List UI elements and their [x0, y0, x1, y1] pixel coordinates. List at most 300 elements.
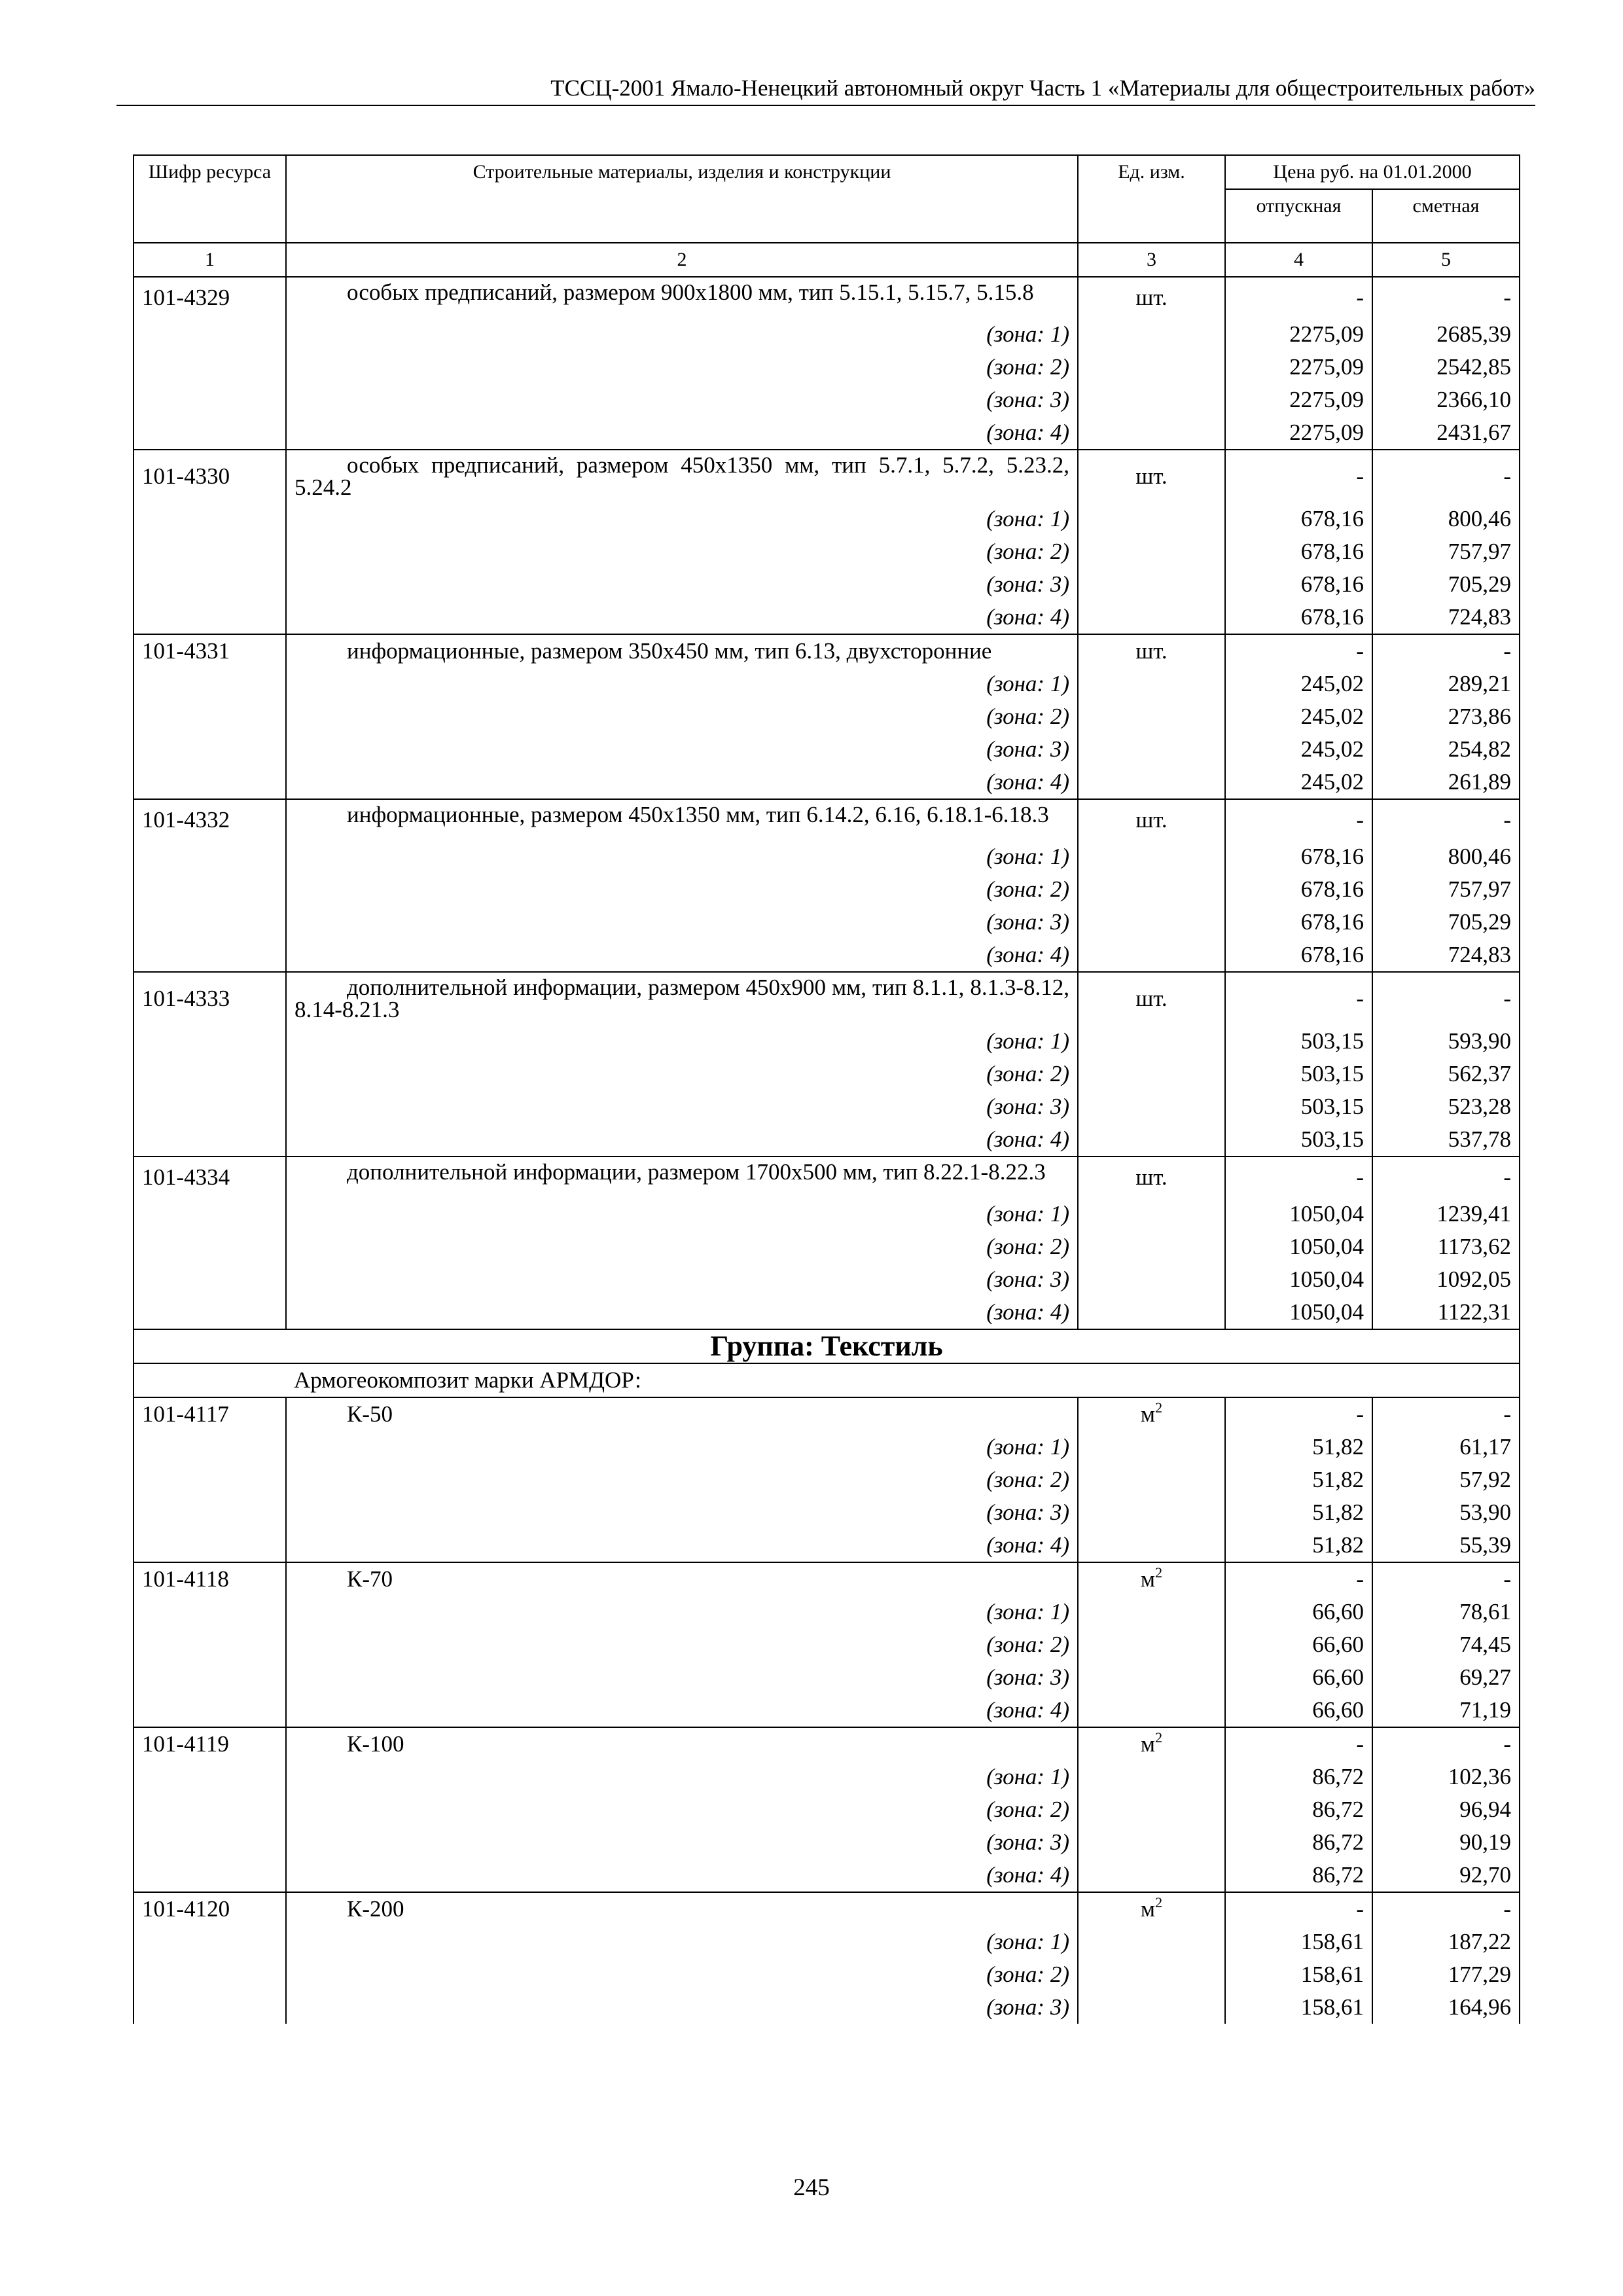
- zone-label: (зона: 1): [286, 668, 1078, 700]
- zone-row: [134, 766, 1520, 799]
- zone-unit-empty: [1078, 1296, 1225, 1329]
- zone-code-empty: [134, 568, 286, 601]
- resource-code: 101-4330: [134, 450, 286, 503]
- header-divider: [116, 105, 1535, 106]
- zone-price-release: 86,72: [1225, 1859, 1372, 1892]
- zone-price-estimate: 1239,41: [1372, 1198, 1520, 1230]
- zone-unit-empty: [1078, 601, 1225, 634]
- zone-price-estimate: 2542,85: [1372, 351, 1520, 384]
- resource-name: К-50: [286, 1397, 1078, 1431]
- table-row: [134, 972, 1520, 1025]
- zone-row: [134, 1694, 1520, 1727]
- zone-unit-empty: [1078, 1198, 1225, 1230]
- column-number: 3: [1078, 243, 1225, 277]
- zone-label: (зона: 2): [286, 1628, 1078, 1661]
- zone-label: (зона: 4): [286, 1694, 1078, 1727]
- zone-unit-empty: [1078, 1596, 1225, 1628]
- zone-price-estimate: 1122,31: [1372, 1296, 1520, 1329]
- zone-unit-empty: [1078, 1058, 1225, 1090]
- zone-row: [134, 1263, 1520, 1296]
- zone-price-estimate: 71,19: [1372, 1694, 1520, 1727]
- zone-price-estimate: 102,36: [1372, 1761, 1520, 1793]
- zone-price-release: 66,60: [1225, 1661, 1372, 1694]
- price-release: -: [1225, 1727, 1372, 1761]
- zone-row: [134, 1463, 1520, 1496]
- zone-price-release: 66,60: [1225, 1596, 1372, 1628]
- unit-text: шт.: [1135, 1164, 1168, 1190]
- resource-code: 101-4117: [134, 1397, 286, 1431]
- column-number: 2: [286, 243, 1078, 277]
- zone-price-estimate: 61,17: [1372, 1431, 1520, 1463]
- zone-unit-empty: [1078, 351, 1225, 384]
- price-estimate: -: [1372, 972, 1520, 1025]
- table-row: [134, 799, 1520, 840]
- zone-price-estimate: 800,46: [1372, 503, 1520, 535]
- price-estimate: -: [1372, 1157, 1520, 1198]
- table-row: [134, 1397, 1520, 1431]
- resource-name: К-200: [286, 1892, 1078, 1926]
- zone-code-empty: [134, 535, 286, 568]
- zone-price-estimate: 90,19: [1372, 1826, 1520, 1859]
- zone-code-empty: [134, 840, 286, 873]
- resource-name: дополнительной информации, размером 1700х500 мм, тип 8.22.1-8.22.3: [286, 1157, 1078, 1198]
- zone-code-empty: [134, 766, 286, 799]
- zone-unit-empty: [1078, 700, 1225, 733]
- zone-code-empty: [134, 733, 286, 766]
- zone-unit-empty: [1078, 384, 1225, 416]
- resource-unit: [1078, 1727, 1225, 1761]
- zone-code-empty: [134, 1826, 286, 1859]
- unit-superscript: 2: [1155, 1894, 1163, 1910]
- zone-code-empty: [134, 1793, 286, 1826]
- resource-name: К-70: [286, 1562, 1078, 1596]
- zone-unit-empty: [1078, 1694, 1225, 1727]
- zone-row: [134, 1793, 1520, 1826]
- zone-price-estimate: 164,96: [1372, 1991, 1520, 2024]
- zone-row: [134, 1090, 1520, 1123]
- column-header-price-estimate: сметная: [1372, 189, 1520, 243]
- unit-text: шт.: [1135, 638, 1168, 664]
- items-group-signs: [134, 277, 1520, 1329]
- resource-code: 101-4332: [134, 799, 286, 840]
- zone-label: (зона: 2): [286, 1463, 1078, 1496]
- zone-row: [134, 840, 1520, 873]
- zone-price-release: 245,02: [1225, 668, 1372, 700]
- column-number: 1: [134, 243, 286, 277]
- zone-row: [134, 1926, 1520, 1958]
- zone-row: [134, 906, 1520, 939]
- zone-price-estimate: 57,92: [1372, 1463, 1520, 1496]
- zone-label: (зона: 1): [286, 1596, 1078, 1628]
- price-estimate: -: [1372, 799, 1520, 840]
- zone-unit-empty: [1078, 503, 1225, 535]
- zone-price-release: 51,82: [1225, 1496, 1372, 1529]
- subgroup-title: Армогеокомпозит марки АРМДОР:: [286, 1363, 1520, 1397]
- zone-label: (зона: 4): [286, 1529, 1078, 1562]
- price-estimate: -: [1372, 1397, 1520, 1431]
- zone-label: (зона: 2): [286, 1058, 1078, 1090]
- price-release: -: [1225, 972, 1372, 1025]
- zone-price-release: 678,16: [1225, 840, 1372, 873]
- zone-code-empty: [134, 1596, 286, 1628]
- zone-price-release: 2275,09: [1225, 318, 1372, 351]
- zone-row: [134, 733, 1520, 766]
- zone-row: [134, 1628, 1520, 1661]
- zone-price-release: 86,72: [1225, 1761, 1372, 1793]
- zone-price-release: 245,02: [1225, 733, 1372, 766]
- zone-unit-empty: [1078, 939, 1225, 972]
- zone-label: (зона: 2): [286, 1793, 1078, 1826]
- zone-code-empty: [134, 1198, 286, 1230]
- zone-price-estimate: 289,21: [1372, 668, 1520, 700]
- zone-price-estimate: 537,78: [1372, 1123, 1520, 1157]
- unit-text: м: [1140, 1896, 1156, 1922]
- price-estimate: -: [1372, 277, 1520, 318]
- zone-unit-empty: [1078, 1529, 1225, 1562]
- zone-code-empty: [134, 1761, 286, 1793]
- zone-price-release: 245,02: [1225, 766, 1372, 799]
- zone-row: [134, 351, 1520, 384]
- zone-label: (зона: 1): [286, 503, 1078, 535]
- zone-price-estimate: 254,82: [1372, 733, 1520, 766]
- unit-superscript: 2: [1155, 1729, 1163, 1746]
- zone-row: [134, 1761, 1520, 1793]
- resource-name: информационные, размером 350х450 мм, тип 6.13, двухсторонние: [286, 634, 1078, 668]
- zone-unit-empty: [1078, 1025, 1225, 1058]
- zone-code-empty: [134, 1496, 286, 1529]
- price-release: -: [1225, 799, 1372, 840]
- zone-code-empty: [134, 1296, 286, 1329]
- zone-price-estimate: 177,29: [1372, 1958, 1520, 1991]
- zone-row: [134, 416, 1520, 450]
- zone-label: (зона: 4): [286, 766, 1078, 799]
- zone-price-estimate: 55,39: [1372, 1529, 1520, 1562]
- zone-label: (зона: 3): [286, 1263, 1078, 1296]
- zone-unit-empty: [1078, 733, 1225, 766]
- zone-row: [134, 1198, 1520, 1230]
- price-estimate: -: [1372, 1727, 1520, 1761]
- zone-code-empty: [134, 601, 286, 634]
- zone-price-release: 51,82: [1225, 1529, 1372, 1562]
- price-estimate: -: [1372, 634, 1520, 668]
- zone-label: (зона: 4): [286, 416, 1078, 450]
- price-estimate: -: [1372, 1562, 1520, 1596]
- zone-price-release: 678,16: [1225, 535, 1372, 568]
- items-group-textile: [134, 1397, 1520, 2024]
- zone-price-release: 86,72: [1225, 1793, 1372, 1826]
- unit-text: шт.: [1135, 807, 1168, 833]
- zone-code-empty: [134, 1463, 286, 1496]
- table-row: [134, 1562, 1520, 1596]
- zone-label: (зона: 3): [286, 1090, 1078, 1123]
- table-header: [134, 155, 1520, 243]
- zone-price-release: 678,16: [1225, 906, 1372, 939]
- resource-code: 101-4120: [134, 1892, 286, 1926]
- zone-price-release: 1050,04: [1225, 1230, 1372, 1263]
- zone-row: [134, 601, 1520, 634]
- zone-price-release: 503,15: [1225, 1025, 1372, 1058]
- zone-code-empty: [134, 351, 286, 384]
- resource-name: дополнительной информации, размером 450х900 мм, тип 8.1.1, 8.1.3-8.12, 8.14-8.21.3: [286, 972, 1078, 1025]
- table-row: [134, 1157, 1520, 1198]
- zone-price-release: 66,60: [1225, 1628, 1372, 1661]
- zone-price-release: 51,82: [1225, 1463, 1372, 1496]
- zone-unit-empty: [1078, 568, 1225, 601]
- column-number: 4: [1225, 243, 1372, 277]
- zone-label: (зона: 2): [286, 535, 1078, 568]
- table-row: [134, 277, 1520, 318]
- zone-label: (зона: 4): [286, 1296, 1078, 1329]
- zone-label: (зона: 1): [286, 318, 1078, 351]
- zone-code-empty: [134, 1230, 286, 1263]
- zone-unit-empty: [1078, 1230, 1225, 1263]
- zone-unit-empty: [1078, 1628, 1225, 1661]
- zone-label: (зона: 3): [286, 733, 1078, 766]
- zone-label: (зона: 3): [286, 568, 1078, 601]
- zone-row: [134, 1529, 1520, 1562]
- table-row: [134, 1727, 1520, 1761]
- zone-row: [134, 535, 1520, 568]
- unit-text: шт.: [1135, 285, 1168, 310]
- resource-code: 101-4334: [134, 1157, 286, 1198]
- column-header-unit: Ед. изм.: [1078, 155, 1225, 243]
- resource-unit: [1078, 634, 1225, 668]
- zone-label: (зона: 2): [286, 1230, 1078, 1263]
- zone-label: (зона: 3): [286, 1826, 1078, 1859]
- zone-price-release: 158,61: [1225, 1958, 1372, 1991]
- zone-unit-empty: [1078, 1263, 1225, 1296]
- zone-price-estimate: 74,45: [1372, 1628, 1520, 1661]
- zone-unit-empty: [1078, 416, 1225, 450]
- zone-unit-empty: [1078, 766, 1225, 799]
- zone-label: (зона: 3): [286, 1661, 1078, 1694]
- group-section: [134, 1329, 1520, 1397]
- zone-row: [134, 1058, 1520, 1090]
- zone-unit-empty: [1078, 1793, 1225, 1826]
- zone-code-empty: [134, 1529, 286, 1562]
- zone-row: [134, 1230, 1520, 1263]
- zone-row: [134, 1991, 1520, 2024]
- zone-code-empty: [134, 1025, 286, 1058]
- price-estimate: -: [1372, 450, 1520, 503]
- zone-price-release: 503,15: [1225, 1058, 1372, 1090]
- price-table: [133, 154, 1520, 2024]
- zone-label: (зона: 3): [286, 1496, 1078, 1529]
- resource-unit: [1078, 972, 1225, 1025]
- zone-unit-empty: [1078, 1431, 1225, 1463]
- zone-price-estimate: 1173,62: [1372, 1230, 1520, 1263]
- resource-name: особых предписаний, размером 900х1800 мм, тип 5.15.1, 5.15.7, 5.15.8: [286, 277, 1078, 318]
- zone-code-empty: [134, 668, 286, 700]
- zone-price-estimate: 800,46: [1372, 840, 1520, 873]
- zone-code-empty: [134, 1628, 286, 1661]
- zone-row: [134, 1826, 1520, 1859]
- zone-unit-empty: [1078, 535, 1225, 568]
- page-number: 245: [793, 2174, 830, 2201]
- zone-label: (зона: 1): [286, 1761, 1078, 1793]
- zone-price-release: 2275,09: [1225, 384, 1372, 416]
- zone-unit-empty: [1078, 1991, 1225, 2024]
- zone-row: [134, 318, 1520, 351]
- zone-unit-empty: [1078, 1958, 1225, 1991]
- zone-price-estimate: 757,97: [1372, 535, 1520, 568]
- resource-unit: [1078, 1397, 1225, 1431]
- zone-price-release: 503,15: [1225, 1123, 1372, 1157]
- resource-unit: [1078, 1157, 1225, 1198]
- zone-unit-empty: [1078, 318, 1225, 351]
- zone-price-estimate: 1092,05: [1372, 1263, 1520, 1296]
- column-header-price-group: Цена руб. на 01.01.2000: [1225, 155, 1520, 189]
- price-release: -: [1225, 634, 1372, 668]
- unit-text: м: [1140, 1401, 1156, 1427]
- zone-label: (зона: 2): [286, 1958, 1078, 1991]
- zone-price-release: 158,61: [1225, 1991, 1372, 2024]
- zone-label: (зона: 3): [286, 1991, 1078, 2024]
- column-header-name: Строительные материалы, изделия и конструкции: [286, 155, 1078, 243]
- zone-code-empty: [134, 416, 286, 450]
- zone-label: (зона: 2): [286, 351, 1078, 384]
- zone-price-release: 678,16: [1225, 939, 1372, 972]
- zone-price-release: 51,82: [1225, 1431, 1372, 1463]
- zone-code-empty: [134, 700, 286, 733]
- zone-row: [134, 1496, 1520, 1529]
- zone-row: [134, 1661, 1520, 1694]
- zone-price-estimate: 92,70: [1372, 1859, 1520, 1892]
- resource-code: 101-4119: [134, 1727, 286, 1761]
- zone-row: [134, 1431, 1520, 1463]
- price-release: -: [1225, 1157, 1372, 1198]
- zone-row: [134, 1025, 1520, 1058]
- resource-unit: [1078, 1892, 1225, 1926]
- resource-name: особых предписаний, размером 450х1350 мм, тип 5.7.1, 5.7.2, 5.23.2, 5.24.2: [286, 450, 1078, 503]
- zone-price-release: 678,16: [1225, 568, 1372, 601]
- zone-price-estimate: 78,61: [1372, 1596, 1520, 1628]
- price-release: -: [1225, 1892, 1372, 1926]
- zone-label: (зона: 2): [286, 873, 1078, 906]
- zone-unit-empty: [1078, 906, 1225, 939]
- zone-price-estimate: 69,27: [1372, 1661, 1520, 1694]
- zone-unit-empty: [1078, 840, 1225, 873]
- zone-price-release: 678,16: [1225, 503, 1372, 535]
- zone-price-release: 2275,09: [1225, 351, 1372, 384]
- price-release: -: [1225, 1562, 1372, 1596]
- zone-price-estimate: 261,89: [1372, 766, 1520, 799]
- zone-code-empty: [134, 318, 286, 351]
- resource-name: информационные, размером 450х1350 мм, тип 6.14.2, 6.16, 6.18.1-6.18.3: [286, 799, 1078, 840]
- zone-price-release: 503,15: [1225, 1090, 1372, 1123]
- resource-name: К-100: [286, 1727, 1078, 1761]
- zone-price-release: 678,16: [1225, 601, 1372, 634]
- zone-price-estimate: 187,22: [1372, 1926, 1520, 1958]
- price-release: -: [1225, 277, 1372, 318]
- table-row: [134, 634, 1520, 668]
- zone-unit-empty: [1078, 1090, 1225, 1123]
- zone-code-empty: [134, 503, 286, 535]
- zone-price-release: 678,16: [1225, 873, 1372, 906]
- zone-price-estimate: 757,97: [1372, 873, 1520, 906]
- zone-code-empty: [134, 939, 286, 972]
- zone-label: (зона: 3): [286, 384, 1078, 416]
- zone-unit-empty: [1078, 668, 1225, 700]
- zone-price-release: 158,61: [1225, 1926, 1372, 1958]
- zone-code-empty: [134, 1431, 286, 1463]
- zone-row: [134, 668, 1520, 700]
- table-row: [134, 1892, 1520, 1926]
- zone-price-estimate: 593,90: [1372, 1025, 1520, 1058]
- zone-row: [134, 1123, 1520, 1157]
- column-number-row: [134, 243, 1520, 277]
- resource-unit: [1078, 1562, 1225, 1596]
- zone-price-release: 66,60: [1225, 1694, 1372, 1727]
- zone-price-release: 1050,04: [1225, 1296, 1372, 1329]
- unit-text: м: [1140, 1566, 1156, 1592]
- zone-unit-empty: [1078, 1463, 1225, 1496]
- subgroup-code-empty: [134, 1363, 286, 1397]
- unit-superscript: 2: [1155, 1399, 1163, 1416]
- zone-label: (зона: 4): [286, 601, 1078, 634]
- zone-price-release: 1050,04: [1225, 1263, 1372, 1296]
- zone-unit-empty: [1078, 1123, 1225, 1157]
- zone-price-release: 245,02: [1225, 700, 1372, 733]
- zone-code-empty: [134, 384, 286, 416]
- zone-row: [134, 939, 1520, 972]
- zone-price-estimate: 705,29: [1372, 568, 1520, 601]
- resource-code: 101-4331: [134, 634, 286, 668]
- zone-code-empty: [134, 1058, 286, 1090]
- zone-price-estimate: 523,28: [1372, 1090, 1520, 1123]
- zone-label: (зона: 2): [286, 700, 1078, 733]
- zone-row: [134, 700, 1520, 733]
- zone-price-release: 1050,04: [1225, 1198, 1372, 1230]
- zone-label: (зона: 1): [286, 840, 1078, 873]
- resource-code: 101-4118: [134, 1562, 286, 1596]
- zone-row: [134, 1859, 1520, 1892]
- zone-code-empty: [134, 906, 286, 939]
- zone-code-empty: [134, 873, 286, 906]
- zone-unit-empty: [1078, 1826, 1225, 1859]
- unit-superscript: 2: [1155, 1564, 1163, 1581]
- zone-price-estimate: 2685,39: [1372, 318, 1520, 351]
- zone-price-estimate: 2366,10: [1372, 384, 1520, 416]
- resource-code: 101-4329: [134, 277, 286, 318]
- zone-code-empty: [134, 1958, 286, 1991]
- unit-text: шт.: [1135, 463, 1168, 489]
- zone-price-estimate: 53,90: [1372, 1496, 1520, 1529]
- table-row: [134, 450, 1520, 503]
- zone-label: (зона: 1): [286, 1198, 1078, 1230]
- zone-unit-empty: [1078, 873, 1225, 906]
- zone-code-empty: [134, 1661, 286, 1694]
- zone-row: [134, 1296, 1520, 1329]
- zone-label: (зона: 1): [286, 1025, 1078, 1058]
- zone-code-empty: [134, 1090, 286, 1123]
- zone-price-release: 86,72: [1225, 1826, 1372, 1859]
- zone-row: [134, 503, 1520, 535]
- zone-price-estimate: 724,83: [1372, 939, 1520, 972]
- zone-code-empty: [134, 1991, 286, 2024]
- unit-text: шт.: [1135, 986, 1168, 1011]
- page-header-title: ТССЦ-2001 Ямало-Ненецкий автономный округ Часть 1 «Материалы для общестроительных работ»: [550, 75, 1535, 101]
- zone-label: (зона: 4): [286, 1123, 1078, 1157]
- zone-row: [134, 873, 1520, 906]
- zone-price-estimate: 724,83: [1372, 601, 1520, 634]
- zone-unit-empty: [1078, 1926, 1225, 1958]
- column-header-price-release: отпускная: [1225, 189, 1372, 243]
- zone-unit-empty: [1078, 1761, 1225, 1793]
- zone-code-empty: [134, 1263, 286, 1296]
- price-estimate: -: [1372, 1892, 1520, 1926]
- zone-unit-empty: [1078, 1661, 1225, 1694]
